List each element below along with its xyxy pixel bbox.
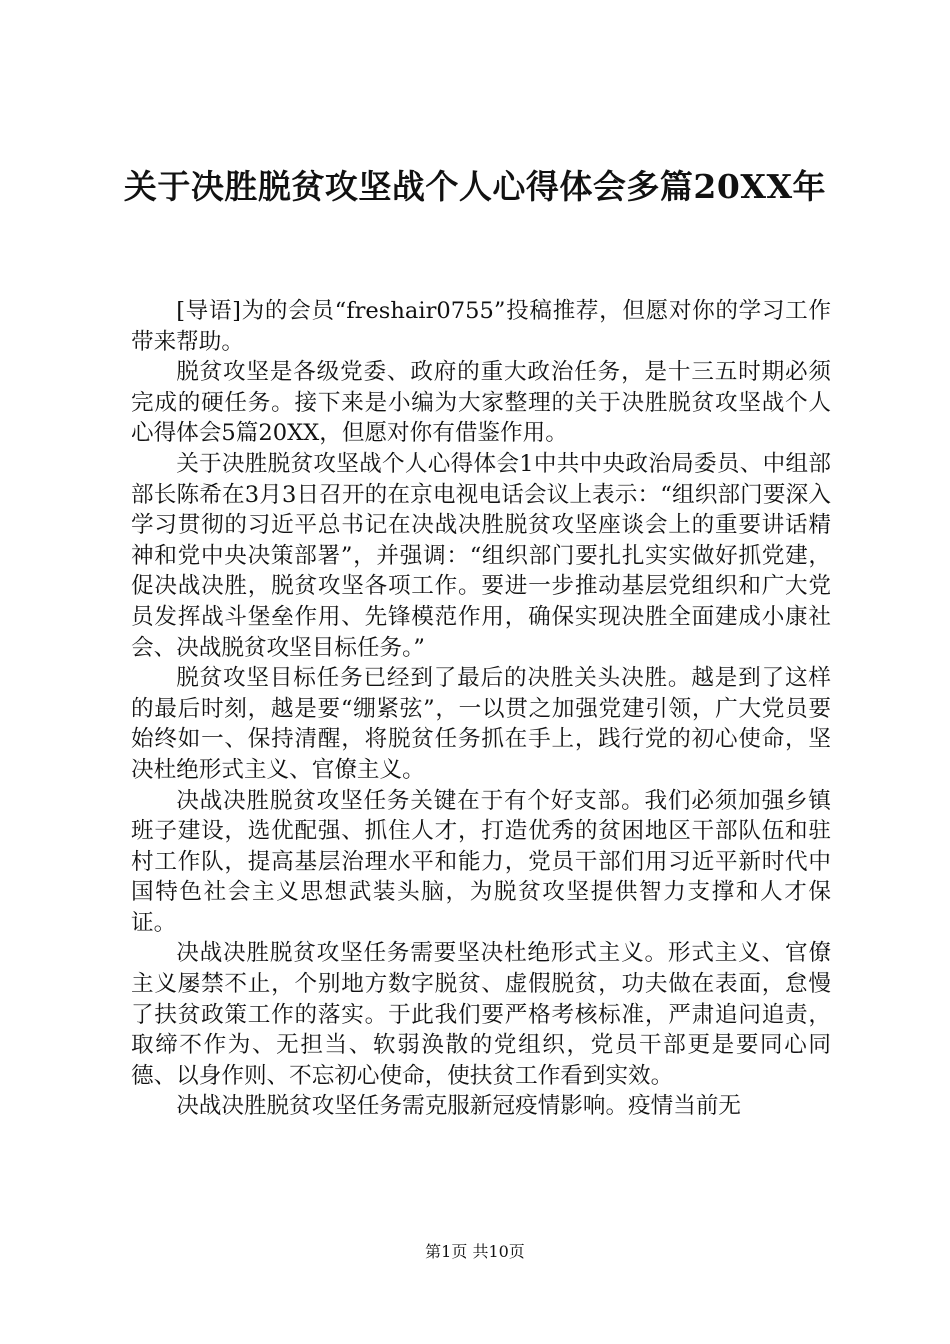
- paragraph: 关于决胜脱贫攻坚战个人心得体会1中共中央政治局委员、中组部部长陈希在3月3日召开的在京电视电话会议上表示：“组织部门要深入学习贯彻的习近平总书记在决战决胜脱贫攻坚座谈会上的重要讲话精神和党中央决策部署”，并强调：“组织部门要扎扎实实做好抓党建，促决战决胜，脱贫攻坚各项工作。要进一步推动基层党组织和广大党员发挥战斗堡垒作用、先锋模范作用，确保实现决胜全面建成小康社会、决战脱贫攻坚目标任务。”: [131, 450, 831, 661]
- page-number-footer: 第1页 共10页: [425, 1242, 525, 1261]
- paragraph-intro: [导语]为的会员“freshair0755”投稿推荐，但愿对你的学习工作带来帮助。: [131, 298, 831, 355]
- paragraph: 决战决胜脱贫攻坚任务关键在于有个好支部。我们必须加强乡镇班子建设，选优配强、抓住人才，打造优秀的贫困地区干部队伍和驻村工作队，提高基层治理水平和能力，党员干部们用习近平新时代中国特色社会主义思想武装头脑，为脱贫攻坚提供智力支撑和人才保证。: [131, 787, 831, 936]
- paragraph: 决战决胜脱贫攻坚任务需要坚决杜绝形式主义。形式主义、官僚主义屡禁不止，个别地方数字脱贫、虚假脱贫，功夫做在表面，怠慢了扶贫政策工作的落实。于此我们要严格考核标准，严肃追问追责，取缔不作为、无担当、软弱涣散的党组织，党员干部更是要同心同德、以身作则、不忘初心使命，使扶贫工作看到实效。: [131, 940, 831, 1089]
- document-body: [131, 296, 831, 1122]
- paragraph: 决战决胜脱贫攻坚任务需克服新冠疫情影响。疫情当前无: [176, 1093, 742, 1120]
- paragraph: 脱贫攻坚是各级党委、政府的重大政治任务，是十三五时期必须完成的硬任务。接下来是小编为大家整理的关于决胜脱贫攻坚战个人心得体会5篇20XX，但愿对你有借鉴作用。: [131, 359, 831, 447]
- paragraph: 脱贫攻坚目标任务已经到了最后的决胜关头决胜。越是到了这样的最后时刻，越是要“绷紧弦”，一以贯之加强党建引领，广大党员要始终如一、保持清醒，将脱贫任务抓在手上，践行党的初心使命，坚决杜绝形式主义、官僚主义。: [131, 665, 831, 783]
- document-title: 关于决胜脱贫攻坚战个人心得体会多篇20XX年: [123, 167, 827, 206]
